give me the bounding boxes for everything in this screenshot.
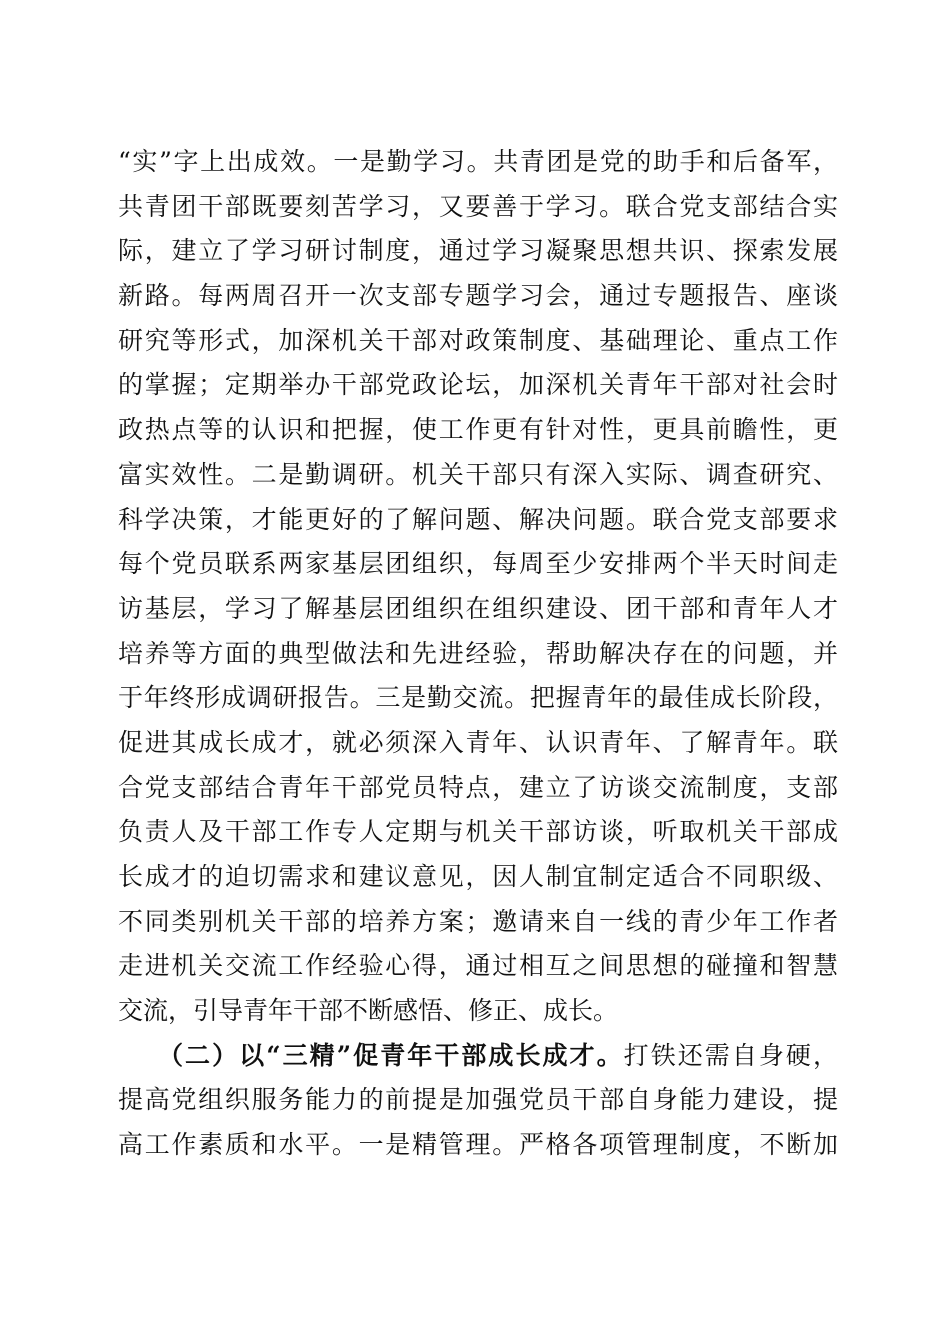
text-line: 科学决策，才能更好的了解问题、解决问题。联合党支部要求 <box>118 504 838 534</box>
text-line: 于年终形成调研报告。三是勤交流。把握青年的最佳成长阶段， <box>118 683 838 713</box>
text-line: “实”字上出成效。一是勤学习。共青团是党的助手和后备军， <box>118 147 838 176</box>
section-heading: （二）以“三精”促青年干部成长成才。 <box>158 1040 624 1070</box>
text-line: 交流，引导青年干部不断感悟、修正、成长。 <box>118 996 619 1026</box>
text-line: 不同类别机关干部的培养方案；邀请来自一线的青少年工作者 <box>118 906 838 936</box>
text-line: 的掌握；定期举办干部党政论坛，加深机关青年干部对社会时 <box>118 370 838 400</box>
text-line: 长成才的迫切需求和建议意见，因人制宜制定适合不同职级、 <box>118 862 838 891</box>
text-line: 培养等方面的典型做法和先进经验，帮助解决存在的问题，并 <box>118 638 838 668</box>
text-line: 共青团干部既要刻苦学习，又要善于学习。联合党支部结合实 <box>118 191 838 221</box>
text-line: 新路。每两周召开一次支部专题学习会，通过专题报告、座谈 <box>118 281 838 311</box>
text-line: 促进其成长成才，就必须深入青年、认识青年、了解青年。联 <box>118 727 838 757</box>
text-line: 富实效性。二是勤调研。机关干部只有深入实际、调查研究、 <box>118 459 838 489</box>
text-line: 政热点等的认识和把握，使工作更有针对性，更具前瞻性，更 <box>118 415 838 445</box>
paragraph-1 <box>118 140 838 1034</box>
text-line: 走进机关交流工作经验心得，通过相互之间思想的碰撞和智慧 <box>118 951 838 981</box>
text-line: 提高党组织服务能力的前提是加强党员干部自身能力建设，提 <box>118 1085 838 1115</box>
document-body <box>118 140 838 1168</box>
text-line: 负责人及干部工作专人定期与机关干部访谈，听取机关干部成 <box>118 817 838 847</box>
text-line: 合党支部结合青年干部党员特点，建立了访谈交流制度，支部 <box>118 772 838 802</box>
text-line: 高工作素质和水平。一是精管理。严格各项管理制度，不断加 <box>118 1130 838 1160</box>
paragraph-2-first-line <box>118 1034 838 1079</box>
text-run: 打铁还需自身硬， <box>623 1040 838 1070</box>
text-line: 研究等形式，加深机关干部对政策制度、基础理论、重点工作 <box>118 325 838 355</box>
text-line: 访基层，学习了解基层团组织在组织建设、团干部和青年人才 <box>118 593 838 623</box>
text-line: 每个党员联系两家基层团组织，每周至少安排两个半天时间走 <box>118 549 838 579</box>
text-line: 际，建立了学习研讨制度，通过学习凝聚思想共识、探索发展 <box>118 236 838 266</box>
paragraph-2 <box>118 1034 838 1168</box>
